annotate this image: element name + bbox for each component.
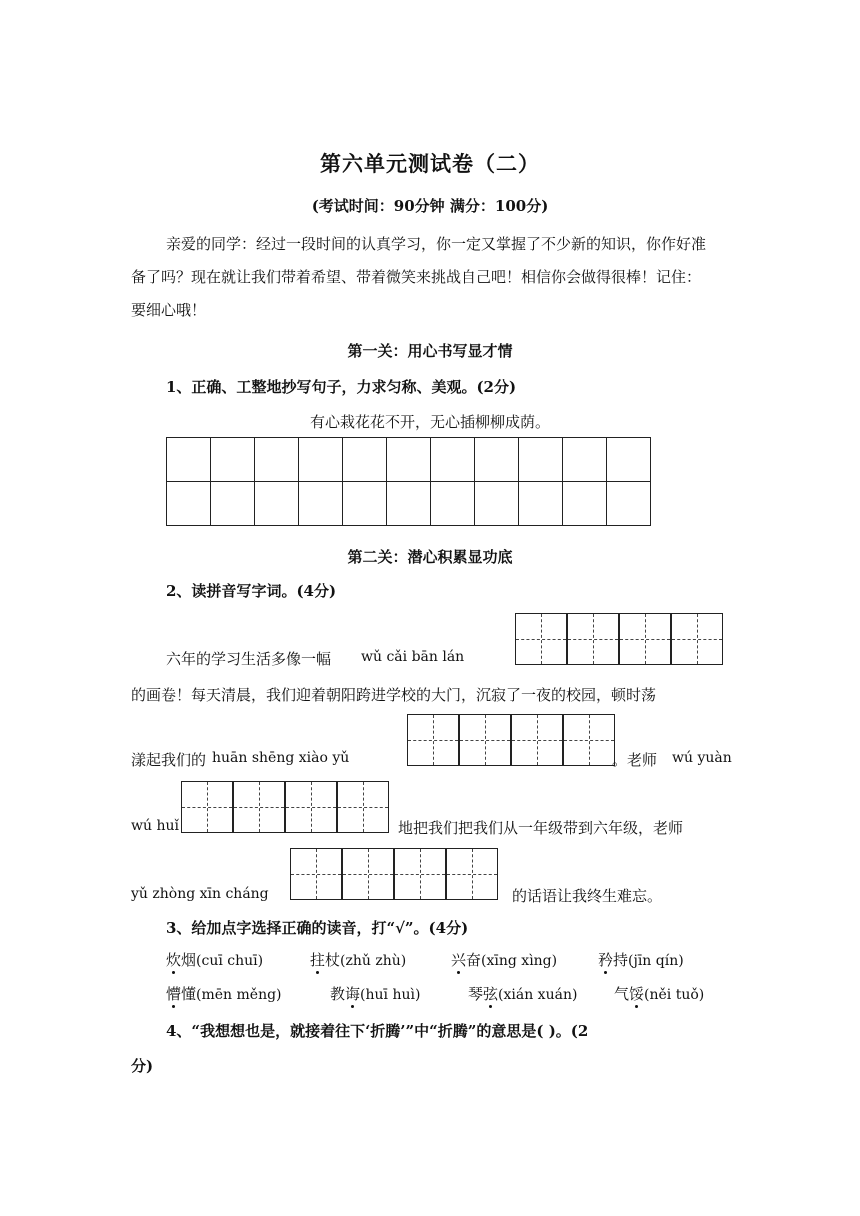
tianzige-cell[interactable]	[342, 848, 394, 900]
tianzige-cell[interactable]	[394, 848, 446, 900]
grid-cell[interactable]	[167, 482, 211, 526]
dotted-char: 诲	[345, 985, 361, 1003]
grid-cell[interactable]	[431, 438, 475, 482]
grid-cell[interactable]	[255, 438, 299, 482]
pronunciation-item[interactable]	[451, 949, 557, 970]
pinyin-wucaibanlan: wǔ cǎi bān lán	[361, 649, 465, 665]
pinyin-options: (xīng xìng)	[481, 953, 558, 969]
pinyin-options: (jīn qín)	[628, 953, 684, 969]
grid-cell[interactable]	[343, 482, 387, 526]
grid-cell[interactable]	[475, 482, 519, 526]
q2-line-5-text: 的话语让我终生难忘。	[512, 887, 663, 905]
tianzige-cell[interactable]	[181, 781, 233, 833]
dotted-char: 兴	[451, 951, 467, 969]
q2-line-3-after: 。老师	[612, 751, 658, 769]
question-4-label-cont: 分)	[131, 1057, 154, 1075]
pronunciation-item[interactable]	[614, 983, 704, 1004]
pinyin-options: (huī huì)	[360, 987, 421, 1003]
copy-sentence: 有心栽花花不开，无心插柳柳成荫。	[309, 413, 550, 431]
grid-cell[interactable]	[255, 482, 299, 526]
grid-cell[interactable]	[431, 482, 475, 526]
grid-cell[interactable]	[607, 438, 651, 482]
intro-line-3: 要细心哦！	[131, 301, 207, 319]
tianzige-cell[interactable]	[407, 714, 459, 766]
q2-line-3-text: 漾起我们的	[131, 751, 207, 769]
pinyin-options: (cuī chuī)	[196, 953, 264, 969]
dotted-char: 矜	[598, 951, 614, 969]
pinyin-yuzhongxinchang: yǔ zhòng xīn cháng	[131, 886, 269, 902]
pinyin-options: (xián xuán)	[498, 987, 578, 1003]
dotted-char: 拄	[310, 951, 326, 969]
question-3-label: 3、给加点字选择正确的读音，打“√”。(4分)	[166, 919, 469, 937]
grid-cell[interactable]	[563, 482, 607, 526]
word-rest: 懂	[181, 985, 197, 1003]
tianzige-cell[interactable]	[290, 848, 342, 900]
tianzige-cell[interactable]	[515, 613, 567, 665]
answer-box-wucaibanlan[interactable]	[515, 613, 723, 665]
page-title: 第六单元测试卷（二）	[320, 151, 540, 176]
grid-cell[interactable]	[563, 438, 607, 482]
pronunciation-item[interactable]	[310, 949, 406, 970]
answer-box-yuzhongxinchang[interactable]	[290, 848, 498, 900]
grid-cell[interactable]	[211, 482, 255, 526]
grid-cell[interactable]	[299, 482, 343, 526]
pronunciation-item[interactable]	[166, 949, 263, 970]
word-rest: 杖	[325, 951, 341, 969]
dotted-char: 懵	[166, 985, 182, 1003]
grid-cell[interactable]	[343, 438, 387, 482]
word-pre: 琴	[468, 985, 484, 1003]
tianzige-cell[interactable]	[285, 781, 337, 833]
tianzige-cell[interactable]	[511, 714, 563, 766]
intro-line-1: 亲爱的同学：经过一段时间的认真学习，你一定又掌握了不少新的知识，你作好准	[166, 235, 707, 253]
question-4-label: 4、“我想想也是，就接着往下‘折腾’”中“折腾”的意思是( )。(2	[166, 1022, 589, 1040]
word-rest: 烟	[181, 951, 197, 969]
section-1-title: 第一关：用心书写显才情	[347, 342, 513, 360]
answer-box-wuyuanwuhui[interactable]	[181, 781, 389, 833]
pronunciation-item[interactable]	[166, 983, 282, 1004]
pinyin-wuhui: wú huǐ	[131, 818, 179, 834]
intro-line-2: 备了吗？现在就让我们带着希望、带着微笑来挑战自己吧！相信你会做得很棒！记住：	[131, 268, 702, 286]
pinyin-options: (zhǔ zhù)	[340, 953, 407, 969]
q2-line-4-text: 地把我们把我们从一年级带到六年级，老师	[398, 819, 684, 837]
word-pre: 教	[330, 985, 346, 1003]
tianzige-cell[interactable]	[671, 613, 723, 665]
word-rest: 持	[613, 951, 629, 969]
tianzige-cell[interactable]	[233, 781, 285, 833]
pronunciation-item[interactable]	[598, 949, 684, 970]
grid-cell[interactable]	[475, 438, 519, 482]
pinyin-options: (něi tuǒ)	[644, 987, 705, 1003]
copy-grid[interactable]	[166, 437, 651, 526]
tianzige-cell[interactable]	[563, 714, 615, 766]
dotted-char: 炊	[166, 951, 182, 969]
tianzige-cell[interactable]	[446, 848, 498, 900]
grid-cell[interactable]	[519, 482, 563, 526]
pinyin-wuyuan: wú yuàn	[672, 750, 732, 766]
tianzige-cell[interactable]	[459, 714, 511, 766]
dotted-char: 馁	[629, 985, 645, 1003]
grid-cell[interactable]	[387, 482, 431, 526]
pinyin-huanshengxiaoyu: huān shēng xiào yǔ	[212, 750, 350, 766]
grid-row	[167, 438, 651, 482]
dotted-char: 弦	[483, 985, 499, 1003]
question-2-label: 2、读拼音写字词。(4分)	[166, 582, 337, 600]
pinyin-options: (mēn měng)	[196, 987, 282, 1003]
q2-line-1-text: 六年的学习生活多像一幅	[166, 650, 332, 668]
grid-cell[interactable]	[211, 438, 255, 482]
grid-cell[interactable]	[607, 482, 651, 526]
q2-line-2-text: 的画卷！每天清晨，我们迎着朝阳跨进学校的大门，沉寂了一夜的校园，顿时荡	[131, 686, 657, 704]
pronunciation-item[interactable]	[468, 983, 577, 1004]
grid-cell[interactable]	[299, 438, 343, 482]
exam-info: (考试时间：90分钟 满分：100分)	[311, 197, 549, 215]
question-1-label: 1、正确、工整地抄写句子，力求匀称、美观。(2分)	[166, 378, 517, 396]
grid-cell[interactable]	[167, 438, 211, 482]
tianzige-cell[interactable]	[619, 613, 671, 665]
tianzige-cell[interactable]	[337, 781, 389, 833]
grid-cell[interactable]	[387, 438, 431, 482]
answer-box-huanshengxiaoyu[interactable]	[407, 714, 615, 766]
word-rest: 奋	[466, 951, 482, 969]
grid-row	[167, 482, 651, 526]
grid-cell[interactable]	[519, 438, 563, 482]
section-2-title: 第二关：潜心积累显功底	[347, 548, 513, 566]
pronunciation-item[interactable]	[330, 983, 420, 1004]
word-pre: 气	[614, 985, 630, 1003]
tianzige-cell[interactable]	[567, 613, 619, 665]
